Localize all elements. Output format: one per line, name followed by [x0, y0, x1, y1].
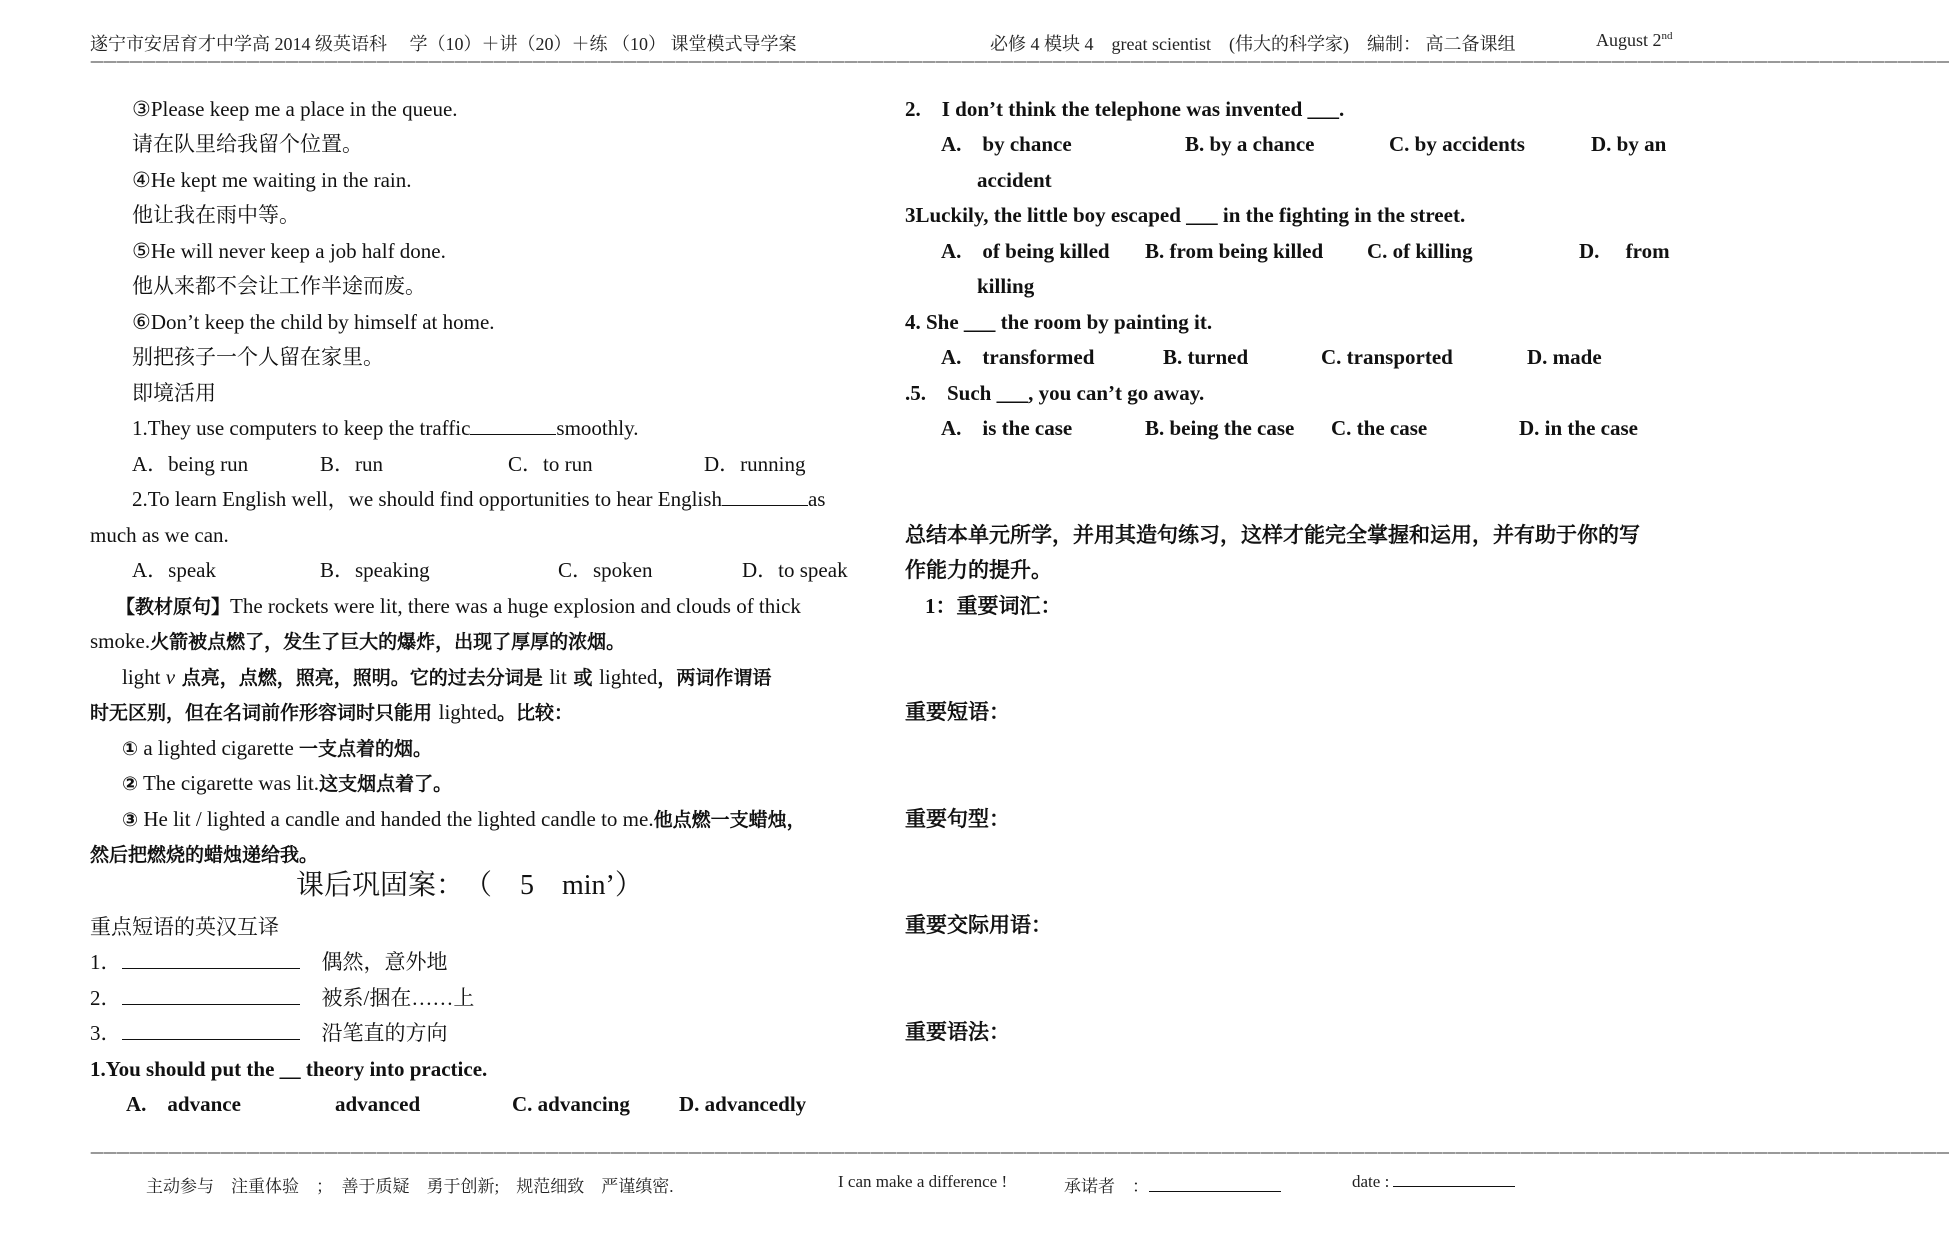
section-communication: 重要交际用语： [905, 913, 1052, 937]
date-blank[interactable] [1393, 1172, 1515, 1187]
phrase-item: 1． 偶然，意外地 [90, 950, 448, 974]
example-translation: 别把孩子一个人留在家里。 [132, 345, 384, 369]
example-sentence: ③Please keep me a place in the queue. [132, 97, 458, 121]
option-cont: accident [977, 168, 1052, 192]
example-translation: 他从来都不会让工作半途而废。 [132, 274, 426, 298]
option: D. in the case [1519, 416, 1638, 440]
textbook-original-sentence: 【教材原句】The rockets were lit, there was a huge explosion and clouds of thick [116, 594, 801, 618]
promiser-blank[interactable] [1149, 1177, 1281, 1192]
answer-blank[interactable] [470, 416, 556, 435]
summary-instruction: 总结本单元所学，并用其造句练习，这样才能完全掌握和运用，并有助于你的写 [905, 523, 1640, 547]
example-sentence: ④He kept me waiting in the rain. [132, 168, 412, 192]
option: D. made [1527, 345, 1602, 369]
footer-promiser: 承诺者 ： [1064, 1172, 1281, 1197]
option: B. from being killed [1145, 239, 1324, 263]
option: D. advancedly [679, 1092, 807, 1116]
option: C. of killing [1367, 239, 1473, 263]
example-translation: 请在队里给我留个位置。 [132, 132, 363, 156]
usage-note-cont: 时无区别，但在名词前作形容词时只能用 lighted。比较： [90, 700, 573, 724]
example-translation: 他让我在雨中等。 [132, 203, 300, 227]
option: A．being run [132, 452, 249, 476]
option: advanced [335, 1092, 421, 1116]
comparison-example: ③ He lit / lighted a candle and handed the lighted candle to me.他点燃一支蜡烛， [122, 807, 806, 831]
option: A．speak [132, 558, 216, 582]
section-heading-apply: 即境活用 [132, 381, 216, 405]
option: B．speaking [320, 558, 430, 582]
option: D. by an [1591, 132, 1667, 156]
option: C. by accidents [1389, 132, 1525, 156]
section-vocab: 1：重要词汇： [925, 594, 1062, 618]
comparison-example-cont: 然后把燃烧的蜡烛递给我。 [90, 844, 319, 866]
footer-divider: ——————————————————————————————————————————————————————————————————————————————————————————————————————————————————————————————————————————————— [90, 1145, 1949, 1161]
option: B．run [320, 452, 383, 476]
option: B. turned [1163, 345, 1249, 369]
section-phrases: 重要短语： [905, 700, 1010, 724]
example-sentence: ⑥Don’t keep the child by himself at home. [132, 310, 495, 334]
phrase-item: 3． 沿笔直的方向 [90, 1021, 448, 1045]
comparison-example: ① a lighted cigarette 一支点着的烟。 [122, 736, 433, 760]
header-divider: ——————————————————————————————————————————————————————————————————————————————————————————————————————————————————————————————————————————————— [90, 54, 1949, 70]
option: C. the case [1331, 416, 1428, 440]
option: C. advancing [512, 1092, 630, 1116]
textbook-original-cont: smoke.火箭被点燃了，发生了巨大的爆炸，出现了厚厚的浓烟。 [90, 629, 626, 653]
option: D．to speak [742, 558, 848, 582]
option: D．running [704, 452, 806, 476]
exercise-question: 3Luckily, the little boy escaped ___ in the fighting in the street. [905, 203, 1466, 227]
usage-note: light v 点亮，点燃，照亮，照明。它的过去分词是 lit 或 lighted，两词作谓语 [122, 665, 772, 689]
option: A. advance [126, 1092, 241, 1116]
option: A. is the case [941, 416, 1073, 440]
example-sentence: ⑤He will never keep a job half done. [132, 239, 446, 263]
section-sentences: 重要句型： [905, 807, 1010, 831]
option: A. of being killed [941, 239, 1110, 263]
footer-date: date : [1352, 1172, 1515, 1192]
option-cont: killing [977, 274, 1035, 298]
header-left: 遂宁市安居育才中学高 2014 级英语科 学（10）＋讲（20）＋练 （10） 课堂模式导学案 [90, 34, 797, 54]
exercise-question: 1.They use computers to keep the traffic smoothly. [132, 416, 639, 440]
option: C．spoken [558, 558, 653, 582]
option: D. from [1579, 239, 1670, 263]
section-grammar: 重要语法： [905, 1020, 1010, 1044]
comparison-example: ② The cigarette was lit.这支烟点着了。 [122, 771, 453, 795]
exercise-question: 4. She ___ the room by painting it. [905, 310, 1213, 334]
option: C. transported [1321, 345, 1453, 369]
summary-instruction-cont: 作能力的提升。 [905, 558, 1052, 582]
header-right: 必修 4 模块 4 great scientist (伟大的科学家) 编制： 高二备课组 [990, 34, 1516, 54]
exercise-question-cont: much as we can. [90, 523, 229, 547]
phrase-heading: 重点短语的英汉互译 [90, 915, 279, 939]
homework-question: 1.You should put the __ theory into practice. [90, 1057, 488, 1081]
homework-title: 课后巩固案： （ 5 min’） [296, 870, 643, 901]
phrase-blank[interactable] [122, 950, 300, 969]
footer-slogan: I can make a difference ! [838, 1172, 1008, 1191]
exercise-question: .5. Such ___, you can’t go away. [905, 381, 1205, 405]
phrase-item: 2． 被系/捆在……上 [90, 986, 475, 1010]
option: A. transformed [941, 345, 1095, 369]
phrase-blank[interactable] [122, 986, 300, 1005]
footer-motto: 主动参与 注重体验 ； 善于质疑 勇于创新; 规范细致 严谨缜密. [146, 1177, 674, 1196]
exercise-question: 2.To learn English well，we should find opportunities to hear English as [132, 487, 826, 511]
header-date: August 2nd [1596, 30, 1673, 50]
phrase-blank[interactable] [122, 1021, 300, 1040]
answer-blank[interactable] [722, 487, 808, 506]
option: C．to run [508, 452, 593, 476]
option: B. by a chance [1185, 132, 1315, 156]
exercise-question: 2. I don’t think the telephone was invented ___. [905, 97, 1345, 121]
option: B. being the case [1145, 416, 1295, 440]
option: A. by chance [941, 132, 1072, 156]
